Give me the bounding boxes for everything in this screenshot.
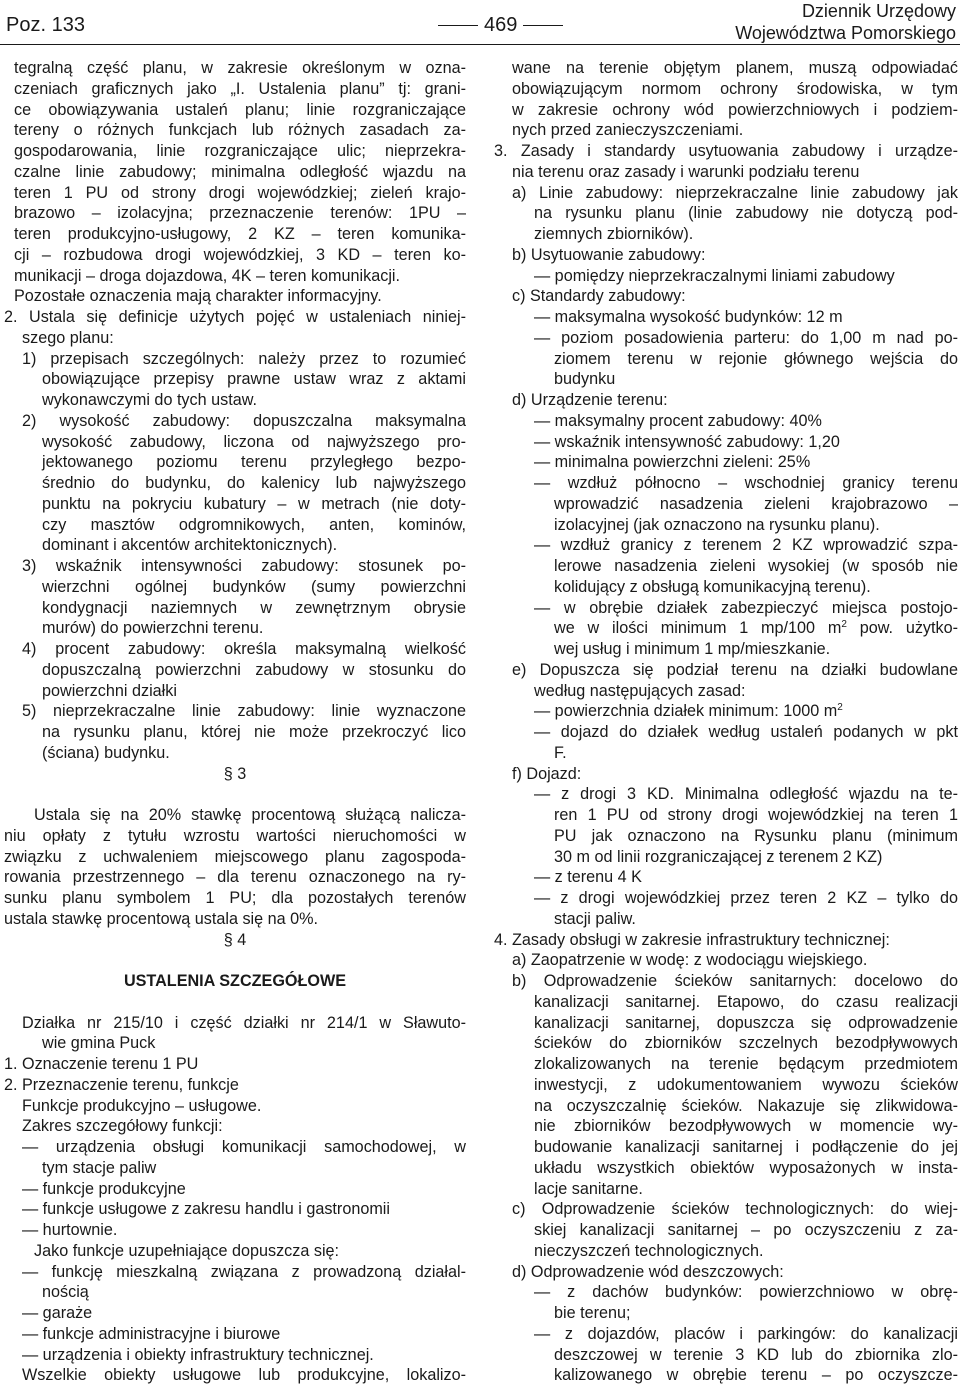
- text-line: 1) przepisach szczególnych: należy przez to rozumieć: [22, 349, 466, 368]
- text-line: [4, 950, 466, 971]
- text-line: powierzchni działki: [42, 681, 177, 700]
- text-line: jektowanego poziomu terenu przyległego bezpo-: [42, 453, 466, 472]
- text-line: § 3: [223, 764, 247, 783]
- text-line: — wzdłuż granicy z terenem 2 KZ wprowadzić szpa-: [534, 536, 958, 555]
- text-line: F.: [554, 743, 567, 762]
- text-line: — funkcje produkcyjne: [22, 1179, 186, 1198]
- text-line: — hurtownie.: [22, 1221, 118, 1239]
- header-rule: [0, 44, 960, 45]
- text-line: Jako funkcje uzupełniające dopuszcza się:: [34, 1241, 340, 1260]
- text-line: kondygnacji naziemnych w zewnętrznym obrysie: [42, 598, 466, 617]
- text-line: f) Dojazd:: [512, 764, 582, 783]
- text-line: — pomiędzy nieprzekraczalnymi liniami zabudowy: [534, 266, 895, 285]
- left-column: [4, 58, 466, 1386]
- text-line: ren 1 PU od strony drogi wojewódzkiej na teren 1: [554, 806, 958, 824]
- text-line: gospodarowania, linie rozgraniczające ulic; nieprzekra-: [14, 142, 466, 160]
- text-line: nieczyszczeń technologicznych.: [534, 1241, 764, 1260]
- text-line: według następujących zasad:: [534, 681, 746, 700]
- text-line: PU jak oznaczono na Rysunku planu (minimum: [554, 826, 958, 845]
- text-line: 30 m od linii rozgraniczającej z terenem 2 KZ): [554, 847, 883, 866]
- text-line: nością: [42, 1283, 89, 1302]
- text-line: deszczowej w terenie 3 KD lub do zbiornika zlo-: [554, 1345, 958, 1364]
- text-line: wej usług i minimum 1 mp/mieszkanie.: [554, 640, 831, 658]
- text-line: stacji paliw.: [554, 909, 636, 928]
- text-line: c) Odprowadzenie ścieków technologicznych: do wiej-: [512, 1200, 958, 1219]
- journal-line-1: Dziennik Urzędowy: [801, 1, 956, 21]
- position-label: Poz. 133: [6, 14, 85, 36]
- text-line: ziomem terenu w rejonie głównego wejścia do: [554, 349, 958, 368]
- text-line: d) Odprowadzenie wód deszczowych:: [512, 1262, 784, 1281]
- text-line: b) Usytuowanie zabudowy:: [512, 245, 706, 264]
- text-line: wykonawczymi do tych ustaw.: [42, 391, 258, 409]
- text-line: we w ilości minimum 1 mp/100 $m^2$ pow. użytko-: [554, 619, 958, 638]
- text-line: Pozostałe oznaczenia mają charakter informacyjny.: [14, 287, 382, 306]
- text-line: kanalizacji sanitarnej. Etapowo, do czasu realizacji: [534, 992, 958, 1011]
- text-line: — maksymalny procent zabudowy: 40%: [534, 411, 822, 430]
- text-line: cji – rozbudowa drogi wojewódzkiej, 3 KD – teren ko-: [14, 245, 466, 264]
- text-line: § 4: [223, 930, 247, 949]
- text-line: ustala stawkę procentową ustala się na 0%.: [4, 909, 319, 928]
- text-line: Wszelkie obiekty usługowe lub produkcyjne, lokalizo-: [22, 1366, 466, 1385]
- text-line: — urządzenia obsługi komunikacji samochodowej, w: [22, 1138, 466, 1156]
- text-line: USTALENIA SZCZEGÓŁOWE: [123, 972, 347, 990]
- text-line: obowiązującym normom ochrony środowiska, w tym: [512, 79, 958, 98]
- text-line: teren 1 PU od strony drogi wojewódzkiej; zieleń krajo-: [14, 183, 466, 202]
- text-line: inwestycji, z udokumentowaniem wywozu ścieków: [534, 1075, 958, 1094]
- text-line: nych przed zanieczyszczeniami.: [512, 121, 744, 140]
- text-line: — powierzchnia działek minimum: 1000 $m^2$: [534, 702, 843, 721]
- text-line: — funkcje usługowe z zakresu handlu i gastronomii: [22, 1200, 391, 1219]
- text-line: kalizowanego w obrębie terenu – po oczyszcze-: [554, 1366, 958, 1385]
- text-line: — maksymalna wysokość budynków: 12 m: [534, 308, 843, 326]
- rule-right: [523, 25, 563, 26]
- text-line: dopuszczalną powierzchni zabudowy w stosunku do: [42, 660, 466, 679]
- text-line: 2. Ustala się definicje użytych pojęć w ustaleniach niniej-: [4, 308, 466, 326]
- text-line: na rysunku planu (linie zabudowy nie dotyczą pod-: [534, 204, 958, 223]
- text-line: związku z uchwaleniem miejscowego planu zagospoda-: [4, 847, 466, 866]
- text-line: czy masztów odgromnikowych, anten, kominów,: [42, 515, 466, 534]
- text-line: czeniach graficznych jako „I. Ustalenia planu” tj: grani-: [14, 79, 466, 98]
- text-line: wane na terenie objętym planem, muszą odpowiadać: [512, 59, 958, 77]
- text-line: średnio do budynku, do kalenicy lub najwyższego: [42, 474, 466, 492]
- text-line: munikacji – droga dojazdowa, 4K – teren komunikacji.: [14, 266, 401, 285]
- rule-left: [438, 25, 478, 26]
- text-line: Funkcje produkcyjno – usługowe.: [22, 1096, 262, 1115]
- text-line: brazowo – izolacyjna; przeznaczenie terenów: 1PU –: [14, 204, 466, 223]
- text-line: szego planu:: [22, 328, 114, 347]
- text-line: lerowe nasadzenia zieleni wysokiej (w sposób nie: [554, 557, 958, 575]
- text-line: tym stacje paliw: [42, 1158, 157, 1177]
- text-line: — z terenu 4 K: [534, 868, 642, 887]
- text-line: teren produkcyjno-usługowy, 2 KZ – teren komunika-: [14, 225, 466, 243]
- text-line: — dojazd do działek według ustaleń podanych w pkt: [534, 723, 958, 741]
- text-line: — minimalna powierzchni zieleni: 25%: [534, 453, 811, 472]
- text-line: — poziom posadowienia parteru: do 1,00 m nad po-: [534, 328, 958, 347]
- text-line: budynku: [554, 370, 616, 389]
- text-line: nie zbiorników bezodpływowych w momencie wy-: [534, 1117, 958, 1136]
- text-line: a) Zaopatrzenie w wodę: z wodociągu wiejskiego.: [512, 951, 868, 970]
- text-line: obowiązujące przepisy prawne ustaw wraz z aktami: [42, 370, 466, 389]
- text-line: Ustala się na 20% stawkę procentową służącą nalicza-: [34, 806, 466, 824]
- text-line: — z drogi 3 KD. Minimalna odległość wjazdu na te-: [534, 785, 958, 804]
- text-line: b) Odprowadzenie ścieków sanitarnych: docelowo do: [512, 972, 958, 990]
- text-line: wierzchni ogólnej budynków (sumy powierzchni: [42, 577, 466, 596]
- text-line: wysokość zabudowy, liczona od najwyższego pro-: [42, 432, 466, 451]
- journal-title: [735, 0, 956, 44]
- text-line: w zakresie ochrony wód powierzchniowych i podziem-: [512, 100, 958, 119]
- text-line: — wskaźnik intensywność zabudowy: 1,20: [534, 432, 840, 451]
- text-line: układu wszystkich obiektów wyposażonych w insta-: [534, 1158, 958, 1177]
- text-line: rowania przestrzennego – dla terenu oznaczonego na ry-: [4, 868, 466, 887]
- text-line: czalne linie zabudowy; minimalna odległość wjazdu na: [14, 162, 466, 181]
- text-line: ce obowiązywania ustaleń planu; linie rozgraniczające: [14, 100, 466, 119]
- text-line: — garaże: [22, 1304, 93, 1322]
- text-line: lacje sanitarne.: [534, 1179, 643, 1198]
- text-line: 5) nieprzekraczalne linie zabudowy: linie wyznaczone: [22, 702, 466, 721]
- text-line: zlokalizowanych na terenie będącym przedmiotem: [534, 1055, 958, 1073]
- text-line: wie gmina Puck: [42, 1034, 156, 1053]
- text-line: skiej kanalizacji sanitarnej – po oczyszczeniu z za-: [534, 1221, 958, 1239]
- text-line: punktu na pokryciu kubatury – w metrach (nie doty-: [42, 494, 466, 513]
- text-line: — urządzenia i obiekty infrastruktury technicznej.: [22, 1345, 374, 1364]
- text-line: nia terenu oraz zasady i warunki podziału terenu: [512, 162, 860, 181]
- text-line: — funkcje administracyjne i biurowe: [22, 1324, 281, 1343]
- text-line: d) Urządzenie terenu:: [512, 391, 668, 409]
- text-line: 2. Przeznaczenie terenu, funkcje: [4, 1075, 239, 1094]
- text-line: izolacyjnej (jak oznaczono na rysunku planu).: [554, 515, 880, 534]
- text-line: 4) procent zabudowy: określa maksymalną wielkość: [22, 640, 466, 658]
- text-line: niu opłaty z tytułu wzrostu wartości nieruchomości w: [4, 826, 466, 845]
- text-line: ziemnych zbiorników).: [534, 225, 694, 243]
- text-line: — z drogi wojewódzkiej przez teren 2 KZ – tylko do: [534, 889, 958, 907]
- text-line: kanalizacji sanitarnej, dopuszcza się odprowadzenie: [534, 1013, 958, 1032]
- text-line: — w obrębie działek zabezpieczyć miejsca postojo-: [534, 598, 958, 617]
- text-line: kolidujący z obsługą komunikacyjną terenu).: [554, 577, 871, 596]
- text-line: — wzdłuż północno – wschodniej granicy terenu: [534, 474, 958, 492]
- text-line: budowanie kanalizacji sanitarnej i podłączenie do jej: [534, 1138, 958, 1156]
- text-line: a) Linie zabudowy: nieprzekraczalne linie zabudowy jak: [512, 183, 958, 202]
- text-line: — funkcję mieszkalną związana z prowadzoną działal-: [22, 1262, 466, 1281]
- text-line: 2) wysokość zabudowy: dopuszczalna maksymalna: [22, 411, 466, 430]
- text-line: (ściana) budynku.: [42, 743, 170, 762]
- text-line: c) Standardy zabudowy:: [512, 287, 686, 306]
- text-line: — z dachów budynków: powierzchniowo w obrę-: [534, 1283, 958, 1302]
- text-line: tereny o różnych funkcjach lub różnych zasadach za-: [14, 121, 466, 140]
- text-line: Zakres szczegółowy funkcji:: [22, 1117, 223, 1136]
- text-line: e) Dopuszcza się podział terenu na działki budowlane: [512, 660, 958, 679]
- text-line: murów) do powierzchni terenu.: [42, 619, 264, 638]
- text-line: dominant i akcentów architektonicznych).: [42, 536, 338, 555]
- text-line: — z dojazdów, placów i parkingów: do kanalizacji: [534, 1324, 958, 1343]
- text-line: [4, 784, 466, 805]
- text-line: bie terenu;: [554, 1304, 631, 1322]
- text-line: 3) wskaźnik intensywności zabudowy: stosunek po-: [22, 557, 466, 575]
- right-column: [494, 58, 958, 1386]
- text-line: wprowadzić nasadzenia zieleni krajobrazowo –: [554, 494, 958, 513]
- text-line: ścieków do zbiorników szczelnych bezodpływowych: [534, 1034, 958, 1053]
- text-line: 4. Zasady obsługi w zakresie infrastruktury technicznej:: [494, 930, 890, 949]
- text-line: [4, 992, 466, 1013]
- text-line: tegralną część planu, w zakresie określonym w ozna-: [14, 59, 466, 77]
- text-line: na oczyszczalnię ścieków. Nakazuje się zlikwidowa-: [534, 1096, 958, 1115]
- text-line: 3. Zasady i standardy usytuowania zabudowy i urządze-: [494, 142, 958, 160]
- text-line: na rysunku planu, której nie może przekroczyć lico: [42, 723, 466, 741]
- text-line: 1. Oznaczenie terenu 1 PU: [4, 1055, 199, 1073]
- page-number-value: 469: [484, 14, 518, 36]
- text-line: Działka nr 215/10 i część działki nr 214/1 w Sławuto-: [22, 1013, 466, 1032]
- journal-line-2: Województwa Pomorskiego: [735, 23, 956, 43]
- text-line: sunku planu symbolem 1 PU; dla pozostałych terenów: [4, 889, 466, 907]
- page-number: [432, 14, 569, 37]
